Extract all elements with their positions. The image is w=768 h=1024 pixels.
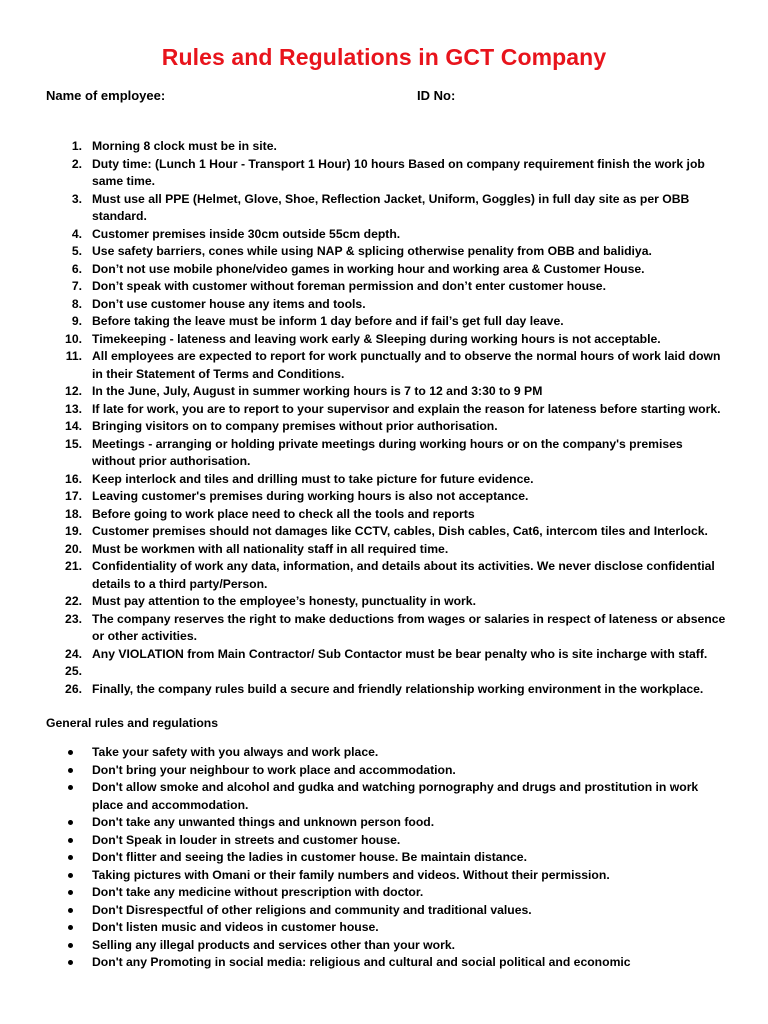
rule-number: 19.: [65, 524, 82, 538]
general-rule-text: Taking pictures with Omani or their family numbers and videos. Without their permission.: [92, 867, 610, 882]
general-rule-item: [0, 762, 768, 780]
bullet-icon: [68, 960, 73, 965]
rule-text: Must pay attention to the employee’s honesty, punctuality in work.: [92, 594, 476, 608]
rule-text: Don’t speak with customer without foreman permission and don’t enter customer house.: [92, 279, 606, 293]
rule-text: Before taking the leave must be inform 1 day before and if fail’s get full day leave.: [92, 314, 564, 328]
rule-item: [0, 261, 768, 279]
general-rule-text: Don't any Promoting in social media: religious and cultural and social political and economic: [92, 955, 631, 969]
rule-text: In the June, July, August in summer working hours is 7 to 12 and 3:30 to 9 PM: [92, 384, 543, 398]
rule-number: 1.: [71, 139, 82, 153]
bullet-icon: [68, 768, 73, 773]
rule-number: 6.: [71, 261, 82, 276]
rule-number: 18.: [65, 506, 82, 521]
rule-number: 7.: [71, 279, 82, 293]
general-rule-item: [0, 884, 768, 902]
rule-number: 3.: [71, 191, 82, 206]
rule-text: Meetings - arranging or holding private meetings during working hours or on the company's premises without prior authorisation.: [92, 436, 683, 468]
general-rule-item: [0, 779, 768, 814]
rule-number: 20.: [65, 541, 82, 556]
rule-number: 25.: [65, 664, 82, 678]
rule-item: [0, 593, 768, 611]
general-rule-text: Don't take any unwanted things and unknown person food.: [92, 815, 435, 829]
rule-item: [0, 558, 768, 593]
rule-item: [0, 401, 768, 419]
rule-number: 21.: [65, 559, 82, 573]
bullet-icon: [68, 873, 73, 878]
rule-text: The company reserves the right to make deductions from wages or salaries in respect of lateness or absence or other activities.: [92, 611, 726, 643]
rule-item: [0, 138, 768, 156]
general-rule-text: Selling any illegal products and services other than your work.: [92, 937, 456, 952]
rule-number: 26.: [65, 681, 82, 696]
rule-text: Timekeeping - lateness and leaving work early & Sleeping during working hours is not acceptable.: [92, 331, 661, 346]
rules-list: [0, 138, 768, 698]
rule-number: 24.: [65, 646, 82, 661]
rule-item: [0, 506, 768, 524]
bullet-icon: [68, 820, 73, 825]
bullet-icon: [68, 890, 73, 895]
rule-text: Leaving customer's premises during working hours is also not acceptance.: [92, 489, 529, 503]
general-rule-item: [0, 919, 768, 937]
rule-item: [0, 331, 768, 349]
employee-name-label: Name of employee:: [46, 88, 166, 103]
rule-number: 13.: [65, 401, 82, 416]
rule-text: Morning 8 clock must be in site.: [92, 139, 277, 153]
rule-number: 15.: [65, 436, 82, 451]
rule-item: [0, 611, 768, 646]
general-rule-item: [0, 867, 768, 885]
general-rule-item: [0, 849, 768, 867]
rule-item: [0, 348, 768, 383]
bullet-icon: [68, 943, 73, 948]
general-rule-text: Don't listen music and videos in customer house.: [92, 920, 379, 934]
rule-number: 22.: [65, 594, 82, 608]
rule-item: [0, 296, 768, 314]
rule-text: Customer premises should not damages like CCTV, cables, Dish cables, Cat6, intercom tiles and Interlock.: [92, 524, 708, 538]
general-rules-list: [0, 744, 768, 972]
rule-item: [0, 418, 768, 436]
rule-text: Must be workmen with all nationality staff in all required time.: [92, 541, 449, 556]
rule-number: 4.: [71, 226, 82, 241]
general-rule-text: Don't flitter and seeing the ladies in customer house. Be maintain distance.: [92, 850, 527, 864]
general-rule-text: Don't allow smoke and alcohol and gudka and watching pornography and drugs and prostitution in work place and accommodation.: [92, 780, 699, 812]
rule-number: 17.: [65, 489, 82, 503]
rule-item: [0, 243, 768, 261]
rule-item: [0, 471, 768, 489]
rule-text: Keep interlock and tiles and drilling must to take picture for future evidence.: [92, 471, 534, 486]
general-rule-text: Don't bring your neighbour to work place and accommodation.: [92, 762, 456, 777]
general-rule-item: [0, 937, 768, 955]
general-rule-text: Take your safety with you always and work place.: [92, 745, 379, 759]
rule-number: 23.: [65, 611, 82, 626]
rule-text: Before going to work place need to check all the tools and reports: [92, 506, 475, 521]
general-rule-item: [0, 744, 768, 762]
bullet-icon: [68, 925, 73, 930]
rule-item: [0, 313, 768, 331]
rule-number: 16.: [65, 471, 82, 486]
bullet-icon: [68, 750, 73, 755]
rule-text: If late for work, you are to report to your supervisor and explain the reason for lateness before starting work.: [92, 401, 721, 416]
rule-item: [0, 663, 768, 681]
page-title: Rules and Regulations in GCT Company: [161, 44, 607, 70]
rule-item: [0, 383, 768, 401]
rule-text: All employees are expected to report for work punctually and to observe the normal hours of work laid down in their Statement of Terms and Conditions.: [92, 349, 721, 381]
rule-item: [0, 156, 768, 191]
general-rule-item: [0, 832, 768, 850]
rule-number: 12.: [65, 384, 82, 398]
bullet-icon: [68, 785, 73, 790]
rule-text: Finally, the company rules build a secure and friendly relationship working environment in the workplace.: [92, 681, 704, 696]
rule-text: Must use all PPE (Helmet, Glove, Shoe, Reflection Jacket, Uniform, Goggles) in full day site as per OBB standard.: [92, 191, 690, 223]
rule-item: [0, 488, 768, 506]
rule-number: 8.: [71, 296, 82, 311]
rule-text: Don’t use customer house any items and tools.: [92, 296, 366, 311]
rule-item: [0, 226, 768, 244]
rule-item: [0, 436, 768, 471]
rule-number: 9.: [71, 314, 82, 328]
general-rule-item: [0, 814, 768, 832]
rule-text: Any VIOLATION from Main Contractor/ Sub Contactor must be bear penalty who is site incharge with staff.: [92, 646, 708, 661]
rule-item: [0, 646, 768, 664]
rule-item: [0, 191, 768, 226]
rule-text: Duty time: (Lunch 1 Hour - Transport 1 Hour) 10 hours Based on company requirement finish the work job same time.: [92, 156, 705, 188]
rule-number: 11.: [65, 349, 82, 363]
rule-number: 5.: [71, 244, 82, 258]
bullet-icon: [68, 838, 73, 843]
rule-text: Use safety barriers, cones while using NAP & splicing otherwise penality from OBB and balidiya.: [92, 244, 652, 258]
rule-number: 14.: [65, 419, 82, 433]
rule-item: [0, 278, 768, 296]
bullet-icon: [68, 908, 73, 913]
rule-text: Confidentiality of work any data, information, and details about its activities. We never disclose confidential details to a third party/Person.: [92, 559, 715, 591]
rule-text: Don’t not use mobile phone/video games in working hour and working area & Customer House.: [92, 261, 645, 276]
rule-number: 10.: [65, 331, 82, 346]
general-rule-item: [0, 902, 768, 920]
rule-text: Customer premises inside 30cm outside 55cm depth.: [92, 226, 401, 241]
general-rule-item: [0, 954, 768, 972]
rule-item: [0, 541, 768, 559]
bullet-icon: [68, 855, 73, 860]
rule-item: [0, 681, 768, 699]
general-rules-heading: General rules and regulations: [46, 716, 219, 730]
general-rule-text: Don't Disrespectful of other religions and community and traditional values.: [92, 902, 532, 917]
general-rule-text: Don't take any medicine without prescription with doctor.: [92, 885, 424, 899]
rule-item: [0, 523, 768, 541]
rule-number: 2.: [71, 156, 82, 171]
rule-text: Bringing visitors on to company premises without prior authorisation.: [92, 419, 498, 433]
employee-id-label: ID No:: [417, 88, 456, 103]
general-rule-text: Don't Speak in louder in streets and customer house.: [92, 832, 401, 847]
